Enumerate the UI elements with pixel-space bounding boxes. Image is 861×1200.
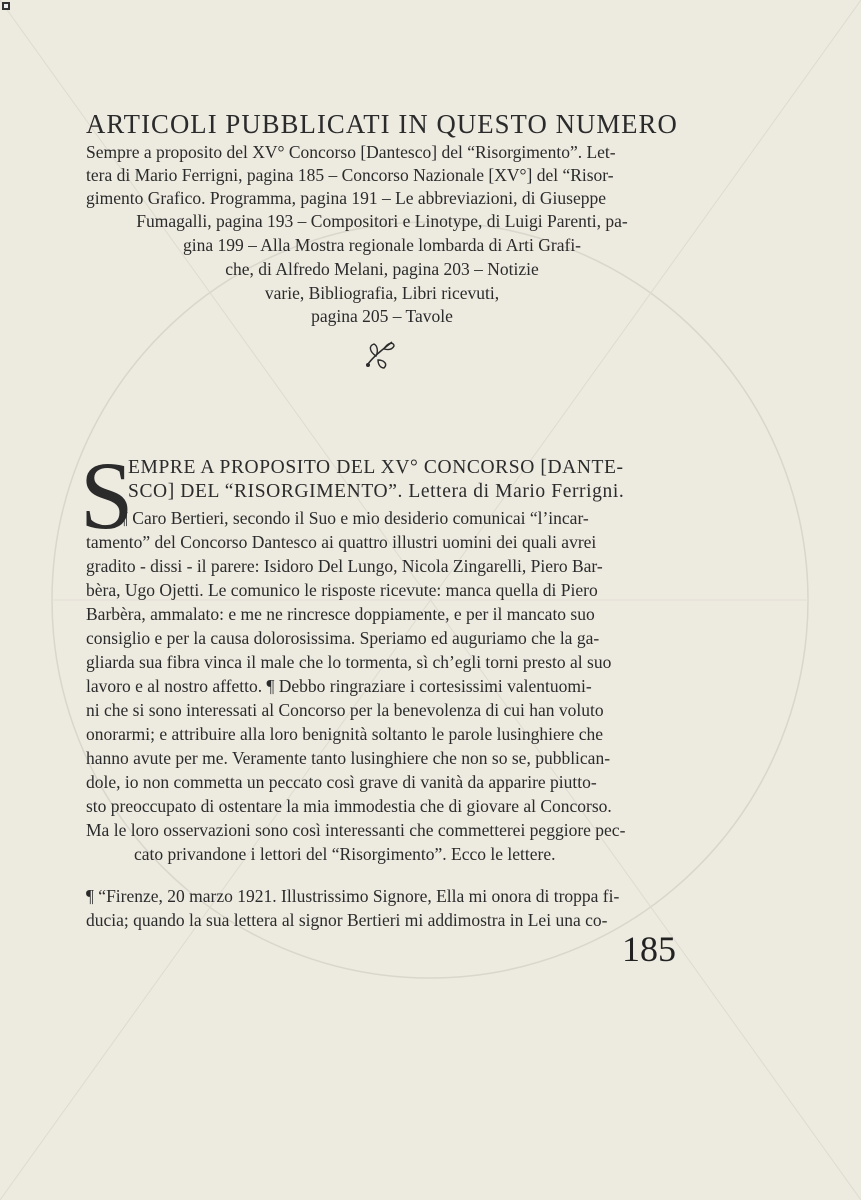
body-line: lavoro e al nostro affetto. ¶ Debbo ringraziare i cortesissimi valentuomi- (86, 676, 592, 696)
toc-line: varie, Bibliografia, Libri ricevuti, (264, 283, 500, 303)
letter-line: ducia; quando la sua lettera al signor Bertieri mi addimostra in Lei una co- (86, 910, 608, 930)
body-line: gradito - dissi - il parere: Isidoro Del Lungo, Nicola Zingarelli, Piero Bar- (86, 556, 603, 576)
body-line: Ma le loro osservazioni sono così interessanti che commetterei peggiore pec- (86, 820, 626, 840)
toc-line: pagina 205 – Tavole (311, 306, 453, 326)
body-line: consiglio e per la causa dolorosissima. Speriamo ed auguriamo che la ga- (86, 628, 600, 648)
body-line: Barbèra, ammalato: e me ne rincresce doppiamente, e per il mancato suo (86, 604, 595, 624)
article-heading-line: SCO] DEL “RISORGIMENTO”. Lettera di Mario Ferrigni. (128, 481, 625, 502)
leaf-ornament-icon (362, 334, 398, 374)
body-line: tamento” del Concorso Dantesco ai quattro illustri uomini dei quali avrei (86, 532, 597, 552)
drop-cap: S (80, 442, 134, 549)
body-line: ni che si sono interessati al Concorso per la benevolenza di cui han voluto (86, 700, 604, 720)
body-line: hanno avute per me. Veramente tanto lusinghiere che non so se, pubblican- (86, 748, 611, 768)
body-line: ¶ Caro Bertieri, secondo il Suo e mio desiderio comunicai “l’incar- (120, 508, 589, 528)
toc-line: gimento Grafico. Programma, pagina 191 – Le abbreviazioni, di Giuseppe (86, 188, 606, 208)
toc-line: gina 199 – Alla Mostra regionale lombarda di Arti Grafi- (182, 235, 582, 255)
article-heading-line: EMPRE A PROPOSITO DEL XV° CONCORSO [DANTE- (128, 457, 624, 478)
toc-line: Sempre a proposito del XV° Concorso [Dantesco] del “Risorgimento”. Let- (86, 142, 616, 162)
toc-line: che, di Alfredo Melani, pagina 203 – Notizie (225, 259, 539, 279)
toc-line: Fumagalli, pagina 193 – Compositori e Linotype, di Luigi Parenti, pa- (136, 211, 628, 231)
body-line: sto preoccupato di ostentare la mia immodestia che di giovare al Concorso. (86, 796, 612, 816)
toc-line: tera di Mario Ferrigni, pagina 185 – Concorso Nazionale [XV°] del “Risor- (86, 165, 614, 185)
toc-title: ARTICOLI PUBBLICATI IN QUESTO NUMERO (86, 108, 678, 139)
letter-line: ¶ “Firenze, 20 marzo 1921. Illustrissimo Signore, Ella mi onora di troppa fi- (86, 886, 620, 906)
body-line: onorarmi; e attribuire alla loro benignità soltanto le parole lusinghiere che (86, 724, 604, 744)
body-line: cato privandone i lettori del “Risorgimento”. Ecco le lettere. (134, 844, 556, 864)
page-number: 185 (622, 929, 676, 969)
body-line: gliarda sua fibra vinca il male che lo tormenta, sì ch’egli torni presto al suo (86, 652, 612, 672)
body-line: dole, io non commetta un peccato così grave di vanità da apparire piutto- (86, 772, 597, 792)
body-line: bèra, Ugo Ojetti. Le comunico le risposte ricevute: manca quella di Piero (86, 580, 598, 600)
corner-marker-icon (2, 2, 10, 10)
